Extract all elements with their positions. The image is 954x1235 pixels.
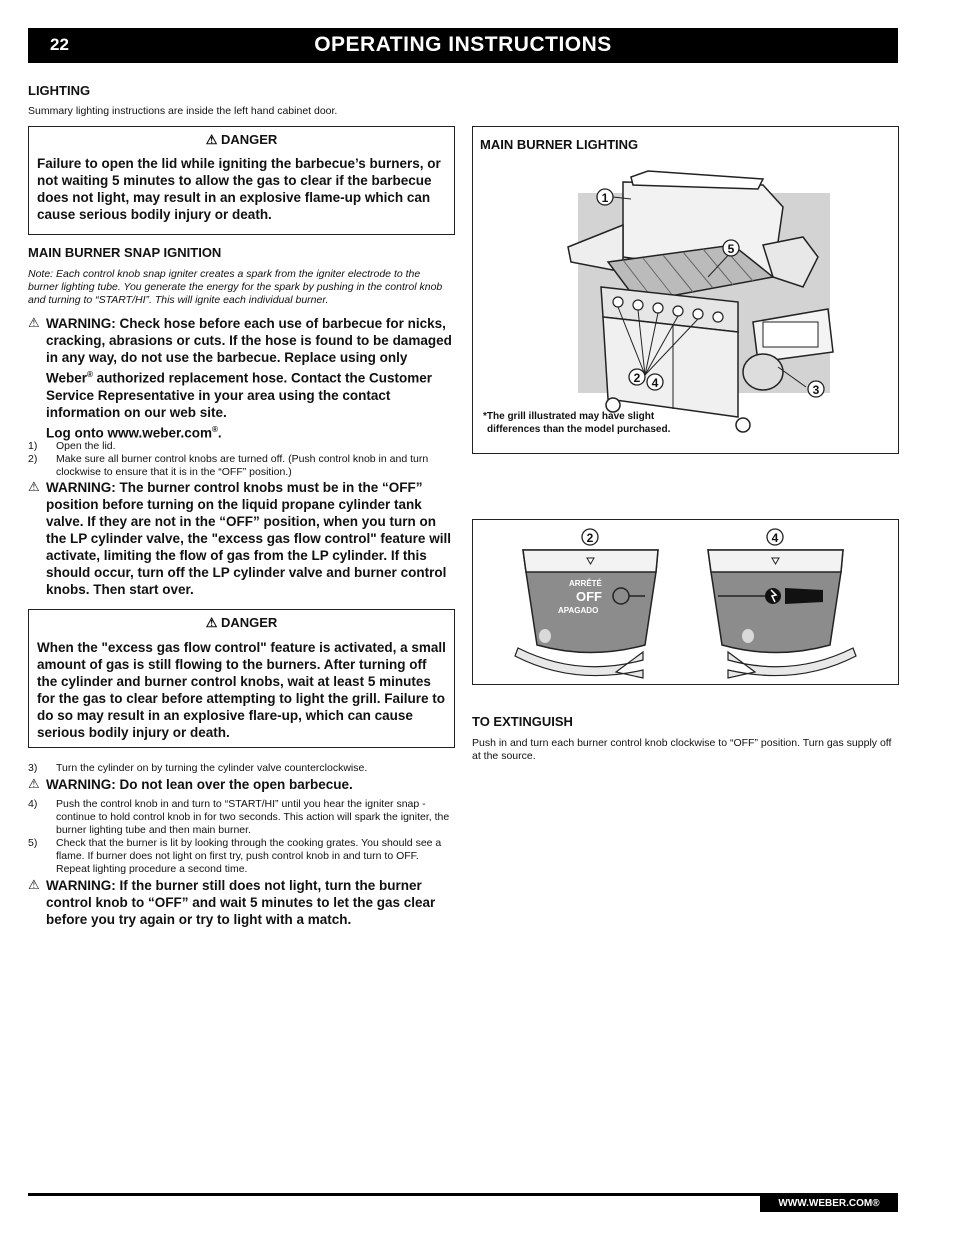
- danger-text-1: Failure to open the lid while igniting the barbecue’s burners, or not waiting 5 minutes to allow the gas to clear if the barbecue does not light, may result in an explosive flame-up which can cause serious bodily injury or death.: [37, 156, 441, 222]
- warning-icon: ⚠: [28, 479, 40, 494]
- warning-no-light: [28, 877, 456, 928]
- warning-icon: ⚠: [28, 877, 40, 892]
- callout-4: 4: [651, 376, 659, 390]
- warning-knobs-off: [28, 479, 456, 598]
- lid-handle: [631, 171, 763, 189]
- callout-1: 1: [601, 191, 609, 205]
- grill-disclaimer: [483, 410, 670, 436]
- knob-callout-2: 2: [586, 531, 594, 545]
- callout-3: 3: [812, 383, 820, 397]
- step-3: 3) Turn the cylinder on by turning the cylinder valve counterclockwise.: [28, 762, 368, 774]
- steps-4-5: [28, 798, 450, 876]
- warning-icon: ⚠: [28, 315, 40, 330]
- knob-off-highlight: [539, 629, 551, 643]
- step-2: 2) Make sure all burner control knobs are turned off. (Push control knob in and turn clockwise to ensure that it is in the “OFF” position.): [28, 453, 429, 478]
- lp-tank: [743, 354, 783, 390]
- footer-reg-mark: ®: [872, 1198, 880, 1209]
- right-wheel: [736, 418, 750, 432]
- weber-site-link[interactable]: Log onto www.weber.com: [46, 425, 213, 440]
- extinguish-text: Push in and turn each burner control knob clockwise to “OFF” position. Turn gas supply off at the source.: [472, 737, 892, 762]
- step-3-wrap: [28, 762, 448, 775]
- page-title: OPERATING INSTRUCTIONS: [314, 33, 612, 56]
- callout-2: 2: [633, 371, 641, 385]
- main-burner-heading: MAIN BURNER LIGHTING: [480, 137, 639, 152]
- main-burner-figure: [472, 126, 899, 454]
- lighting-heading: LIGHTING: [28, 83, 91, 98]
- callout-5: 5: [727, 242, 735, 256]
- grill-illustration: [473, 127, 898, 453]
- registered-mark: ®: [87, 370, 93, 379]
- danger-text-2: When the "excess gas flow control" feature is activated, a small amount of gas is still flowing to the burners. After turning off the cylinder and burner control knobs, wait at least 5 minutes for the gas to clear before attempting to light the grill. Failure to do so may result in an explosive flare-up, which can cause serious bodily injury or death.: [37, 640, 446, 740]
- danger-heading-2: [37, 615, 446, 631]
- grill-cart: [603, 317, 738, 417]
- label-off: OFF: [576, 589, 602, 604]
- warning-icon: ⚠: [205, 615, 218, 630]
- knob-start-highlight: [742, 629, 754, 643]
- footer-url[interactable]: [760, 1195, 898, 1212]
- warning-hose-text-cont: authorized replacement hose. Contact the Customer Service Representative in your area using the contact information on our web site.: [46, 370, 432, 420]
- step-4: 4) Push the control knob in and turn to “START/HI” until you hear the igniter snap - continue to hold control knob in for two seconds. This action will spark the igniter, the burner lighting tube and then main burner.: [28, 798, 450, 836]
- warning-hose: ⚠ WARNING: Check hose before each use of barbecue for nicks, cracking, abrasions or cuts. If the hose is found to be damaged in any way, do not use the barbecue. Replace using only Weber® authorized replacement hose. Contact the Customer Service Representative in your area using the contact information on our web site. Log onto www.weber.com®.: [28, 315, 452, 440]
- danger-label: DANGER: [220, 615, 278, 630]
- snap-ignition-note: Note: Each control knob snap igniter creates a spark from the igniter electrode to the burner lighting tube. You generate the energy for the spark by pushing in the control knob and turning to “START/HI”. This will ignite each individual burner.: [28, 268, 443, 306]
- label-apagado: APAGADO: [558, 606, 599, 615]
- knob-illustration: [473, 520, 898, 684]
- snap-ignition-heading: MAIN BURNER SNAP IGNITION: [28, 245, 222, 260]
- label-arrete: ARRÊTÉ: [569, 579, 602, 588]
- danger-box-1: [28, 126, 455, 235]
- danger-box-2: [28, 609, 455, 748]
- knob-callout-4: 4: [771, 531, 779, 545]
- danger-label: DANGER: [220, 132, 278, 147]
- warning-icon: ⚠: [28, 776, 40, 791]
- page-number: 22: [50, 35, 69, 54]
- lighting-summary: Summary lighting instructions are inside the left hand cabinet door.: [28, 105, 338, 117]
- footer-url-text: WWW.WEBER.COM: [778, 1198, 873, 1209]
- warning-lean: [28, 776, 454, 793]
- step-5: 5) Check that the burner is lit by looking through the cooking grates. You should see a flame. If burner does not light on first try, push control knob in and turn to OFF. Repeat lighting procedure a second time.: [28, 837, 442, 875]
- warning-icon: ⚠: [205, 132, 218, 147]
- danger-heading-1: [37, 132, 446, 148]
- warning-knobs-off-text: WARNING: The burner control knobs must be in the “OFF” position before turning on the liquid propane cylinder tank valve. If they are not in the “OFF” position, when you turn on the LP cylinder valve, the "excess gas flow control" feature will activate, limiting the flow of gas from the LP cylinder. If this should occur, turn off the LP cylinder valve and burner control knobs. Then start over.: [46, 480, 451, 597]
- registered-mark: ®: [212, 424, 218, 434]
- grill-disclaimer-line-2: differences than the model purchased.: [487, 424, 671, 435]
- warning-lean-text: WARNING: Do not lean over the open barbecue.: [46, 777, 353, 792]
- grill-disclaimer-line-1: *The grill illustrated may have slight: [483, 411, 655, 422]
- warning-hose-text: WARNING: Check hose before each use of barbecue for nicks, cracking, abrasions or cuts. If the hose is found to be damaged in any way, do not use the barbecue. Replace using only Weber: [46, 316, 452, 386]
- steps-1-2: [28, 440, 448, 479]
- extinguish-heading: TO EXTINGUISH: [472, 714, 573, 729]
- knob-figure: [472, 519, 899, 685]
- flame-scale-icon: [785, 588, 823, 604]
- warning-no-light-text: WARNING: If the burner still does not light, turn the burner control knob to “OFF” and wait 5 minutes to let the gas clear before you try again or try to light with a match.: [46, 878, 436, 927]
- step-1: 1) Open the lid.: [28, 440, 116, 452]
- side-burner-lid: [763, 322, 818, 347]
- header-bar: [28, 28, 898, 63]
